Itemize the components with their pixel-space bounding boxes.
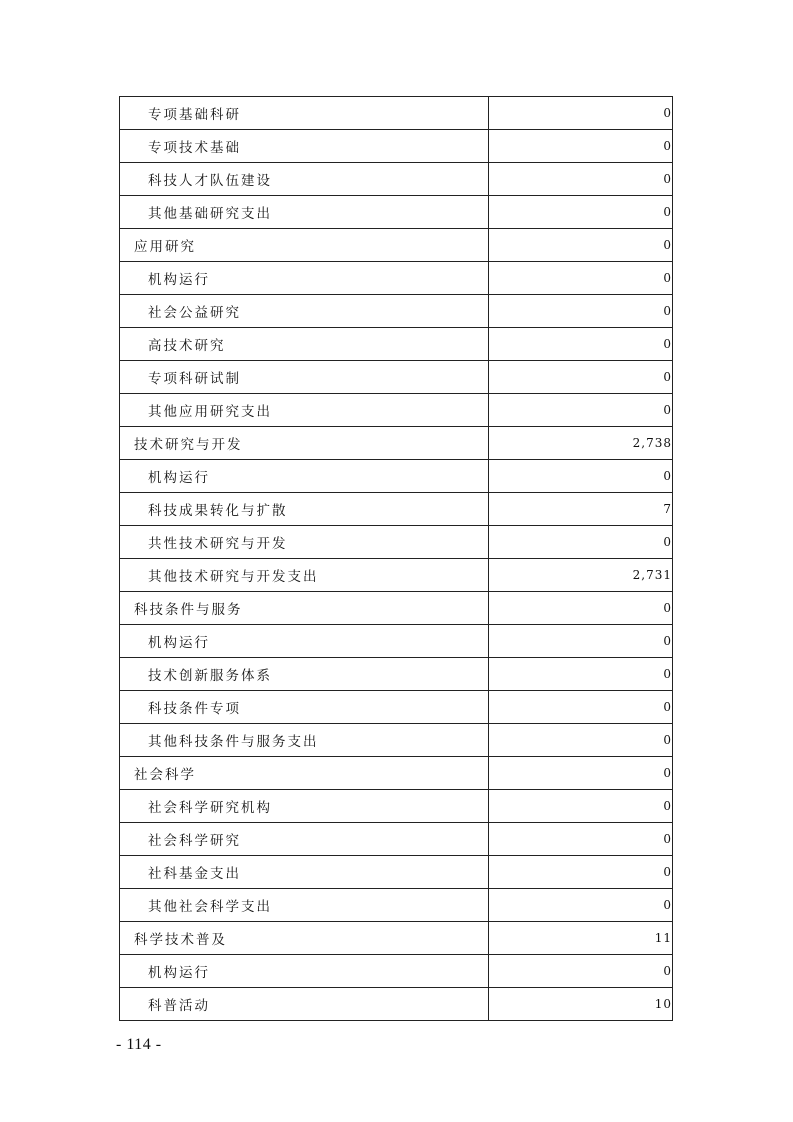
- table-row: [120, 526, 673, 559]
- table-row: [120, 790, 673, 823]
- row-value: 2,738: [489, 427, 673, 460]
- table-row: [120, 229, 673, 262]
- row-value: 0: [489, 130, 673, 163]
- table-row: [120, 460, 673, 493]
- row-label: 科技成果转化与扩散: [120, 493, 489, 526]
- table-row: [120, 658, 673, 691]
- row-label: 社科基金支出: [120, 856, 489, 889]
- row-label: 科技条件与服务: [120, 592, 489, 625]
- row-label: 机构运行: [120, 955, 489, 988]
- row-label: 科学技术普及: [120, 922, 489, 955]
- table-body: [120, 97, 673, 1021]
- row-label: 其他基础研究支出: [120, 196, 489, 229]
- row-label: 科技人才队伍建设: [120, 163, 489, 196]
- table-row: [120, 625, 673, 658]
- row-value: 2,731: [489, 559, 673, 592]
- table-row: [120, 922, 673, 955]
- row-label: 其他社会科学支出: [120, 889, 489, 922]
- row-label: 其他应用研究支出: [120, 394, 489, 427]
- table-row: [120, 889, 673, 922]
- row-value: 0: [489, 724, 673, 757]
- table-row: [120, 856, 673, 889]
- row-value: 0: [489, 823, 673, 856]
- budget-table: [119, 96, 673, 1021]
- row-label: 社会科学研究机构: [120, 790, 489, 823]
- row-label: 专项科研试制: [120, 361, 489, 394]
- row-value: 0: [489, 955, 673, 988]
- table-row: [120, 823, 673, 856]
- row-value: 0: [489, 262, 673, 295]
- row-label: 专项技术基础: [120, 130, 489, 163]
- row-value: 0: [489, 658, 673, 691]
- row-value: 0: [489, 856, 673, 889]
- row-label: 应用研究: [120, 229, 489, 262]
- table-row: [120, 97, 673, 130]
- row-label: 其他技术研究与开发支出: [120, 559, 489, 592]
- row-label: 机构运行: [120, 262, 489, 295]
- table-row: [120, 262, 673, 295]
- row-value: 0: [489, 526, 673, 559]
- row-label: 技术创新服务体系: [120, 658, 489, 691]
- row-label: 社会科学研究: [120, 823, 489, 856]
- table-row: [120, 328, 673, 361]
- row-value: 0: [489, 295, 673, 328]
- table-row: [120, 196, 673, 229]
- row-label: 机构运行: [120, 460, 489, 493]
- row-label: 高技术研究: [120, 328, 489, 361]
- row-value: 11: [489, 922, 673, 955]
- row-value: 0: [489, 592, 673, 625]
- table-row: [120, 163, 673, 196]
- table-row: [120, 757, 673, 790]
- row-value: 10: [489, 988, 673, 1021]
- table-row: [120, 295, 673, 328]
- row-label: 科普活动: [120, 988, 489, 1021]
- table-row: [120, 691, 673, 724]
- table-row: [120, 559, 673, 592]
- row-value: 0: [489, 790, 673, 823]
- row-label: 社会科学: [120, 757, 489, 790]
- row-value: 0: [489, 757, 673, 790]
- table-row: [120, 955, 673, 988]
- table-row: [120, 493, 673, 526]
- table-row: [120, 361, 673, 394]
- page-number: - 114 -: [116, 1036, 162, 1053]
- row-value: 0: [489, 625, 673, 658]
- table-row: [120, 130, 673, 163]
- row-value: 0: [489, 460, 673, 493]
- table-row: [120, 592, 673, 625]
- row-value: 0: [489, 328, 673, 361]
- row-value: 0: [489, 394, 673, 427]
- row-label: 专项基础科研: [120, 97, 489, 130]
- table-row: [120, 427, 673, 460]
- row-label: 技术研究与开发: [120, 427, 489, 460]
- row-value: 0: [489, 361, 673, 394]
- table-row: [120, 988, 673, 1021]
- row-value: 0: [489, 163, 673, 196]
- row-value: 0: [489, 229, 673, 262]
- row-value: 0: [489, 889, 673, 922]
- row-label: 机构运行: [120, 625, 489, 658]
- row-value: 7: [489, 493, 673, 526]
- row-label: 其他科技条件与服务支出: [120, 724, 489, 757]
- row-label: 社会公益研究: [120, 295, 489, 328]
- table-row: [120, 724, 673, 757]
- row-label: 共性技术研究与开发: [120, 526, 489, 559]
- row-value: 0: [489, 196, 673, 229]
- row-value: 0: [489, 691, 673, 724]
- row-label: 科技条件专项: [120, 691, 489, 724]
- table-row: [120, 394, 673, 427]
- row-value: 0: [489, 97, 673, 130]
